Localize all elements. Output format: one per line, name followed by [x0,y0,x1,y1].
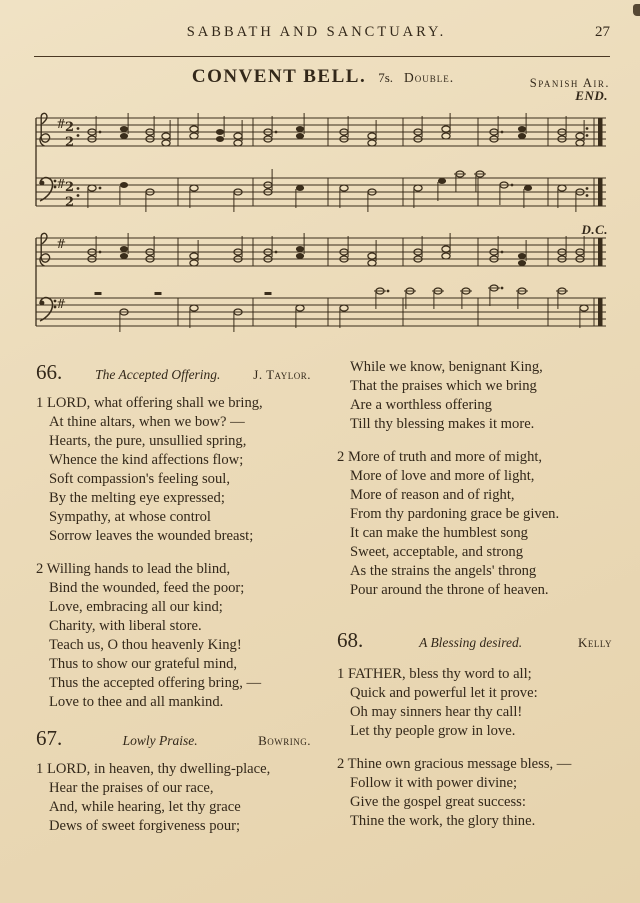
verse-line: Thus to show our grateful mind, [49,656,238,672]
hymn-67-heading [36,726,311,751]
verse-line: It can make the humblest song [350,525,528,541]
tune-title-row [34,66,612,92]
verse-line: From thy pardoning grace be given. [350,506,560,522]
staff-lines [36,118,606,326]
bass-clef-icon [40,178,57,201]
time-sig-lower: 2 [65,195,75,210]
verse-line: 2 More of truth and more of might, [337,449,543,465]
hymn-text-area [36,358,612,850]
verse-line: Teach us, O thou heavenly King! [49,637,242,653]
verse-line: Sympathy, at whose control [49,509,211,525]
tune-meter-double: Double. [404,70,455,85]
time-sig-lower: 2 [65,135,75,150]
hymn-67-verse-2 [337,448,612,600]
dc-label: D.C. [581,222,608,237]
verse-line: Bind the wounded, feed the poor; [49,580,245,596]
verse-line: Give the gospel great success: [350,794,526,810]
hymn-66-verse-2 [36,560,311,712]
hymn-66-verse-1 [36,394,311,546]
verse-line: Hearts, the pure, unsullied spring, [49,433,247,449]
verse-line: At thine altars, when we bow? — [49,414,245,430]
scan-artifact [633,4,640,16]
verse-line: Love, embracing all our kind; [49,599,223,615]
verse-line: Whence the kind affections flow; [49,452,244,468]
bass-clef-icon [40,298,57,321]
hymn-67-verse-1-part-a [36,760,311,836]
verse-line: 1 FATHER, bless thy word to all; [337,666,532,682]
verse-line: Soft compassion's feeling soul, [49,471,230,487]
hymn-title: The Accepted Offering. [95,367,221,382]
tune-meter: 7s. [378,70,394,85]
notes-system2-bass [95,285,589,332]
hymn-68-verse-2 [337,755,612,831]
hymn-67-verse-1-part-b [337,358,612,434]
hymn-author: J. Taylor. [253,367,311,382]
hymn-68-heading [337,628,612,653]
hymn-66-heading [36,360,311,385]
verse-line: Let thy people grow in love. [350,723,516,739]
left-column [36,358,311,850]
time-sig-upper: 2 [65,120,75,135]
verse-line: 2 Thine own gracious message bless, — [337,756,572,772]
key-sharp: # [56,297,67,311]
verse-line: By the melting eye expressed; [49,490,225,506]
tune-air: Spanish Air. [529,76,610,90]
tune-title: CONVENT BELL. [191,66,367,87]
hymn-68-verse-1 [337,665,612,741]
key-sharp: # [56,237,67,251]
verse-line: More of reason and of right, [350,487,515,503]
verse-line: Follow it with power divine; [350,775,518,791]
header-rule [34,56,610,57]
verse-line: Quick and powerful let it prove: [350,685,538,701]
hymn-number: 67. [36,726,63,750]
verse-line: As the strains the angels' throng [350,563,537,579]
verse-line: Pour around the throne of heaven. [350,582,549,598]
page-number: 27 [595,24,610,40]
verse-line: Love to thee and all mankind. [49,694,224,710]
key-sharp: # [56,117,67,131]
verse-line: 1 LORD, what offering shall we bring, [36,395,263,411]
hymn-number: 66. [36,360,63,384]
verse-line: Thus the accepted offering bring, — [49,675,262,691]
key-sharp: # [56,177,67,191]
verse-line: Hear the praises of our race, [49,780,214,796]
hymn-author: Kelly [578,635,612,650]
verse-line: Are a worthless offering [350,397,492,413]
verse-line: Till thy blessing makes it more. [350,416,535,432]
verse-line: Thine the work, the glory thine. [350,813,536,829]
running-header [38,24,610,41]
verse-line: More of love and more of light, [350,468,535,484]
verse-line: Oh may sinners hear thy call! [350,704,523,720]
hymn-title: A Blessing desired. [419,635,523,650]
sheet-music [28,102,613,354]
right-column [337,358,612,850]
verse-line: And, while hearing, let thy grace [49,799,241,815]
verse-line: 1 LORD, in heaven, thy dwelling-place, [36,761,271,777]
verse-line: Dews of sweet forgiveness pour; [49,818,241,834]
hymn-author: Bowring. [258,733,311,748]
hymn-title: Lowly Praise. [122,733,198,748]
time-sig-upper: 2 [65,180,75,195]
end-label: END. [575,88,608,103]
hymn-number: 68. [337,628,364,652]
verse-line: Charity, with liberal store. [49,618,202,634]
header-title: SABBATH AND SANCTUARY. [186,24,447,40]
verse-line: That the praises which we bring [350,378,537,394]
verse-line: 2 Willing hands to lead the blind, [36,561,231,577]
verse-line: While we know, benignant King, [350,359,543,375]
verse-line: Sorrow leaves the wounded breast; [49,528,254,544]
verse-line: Sweet, acceptable, and strong [350,544,524,560]
